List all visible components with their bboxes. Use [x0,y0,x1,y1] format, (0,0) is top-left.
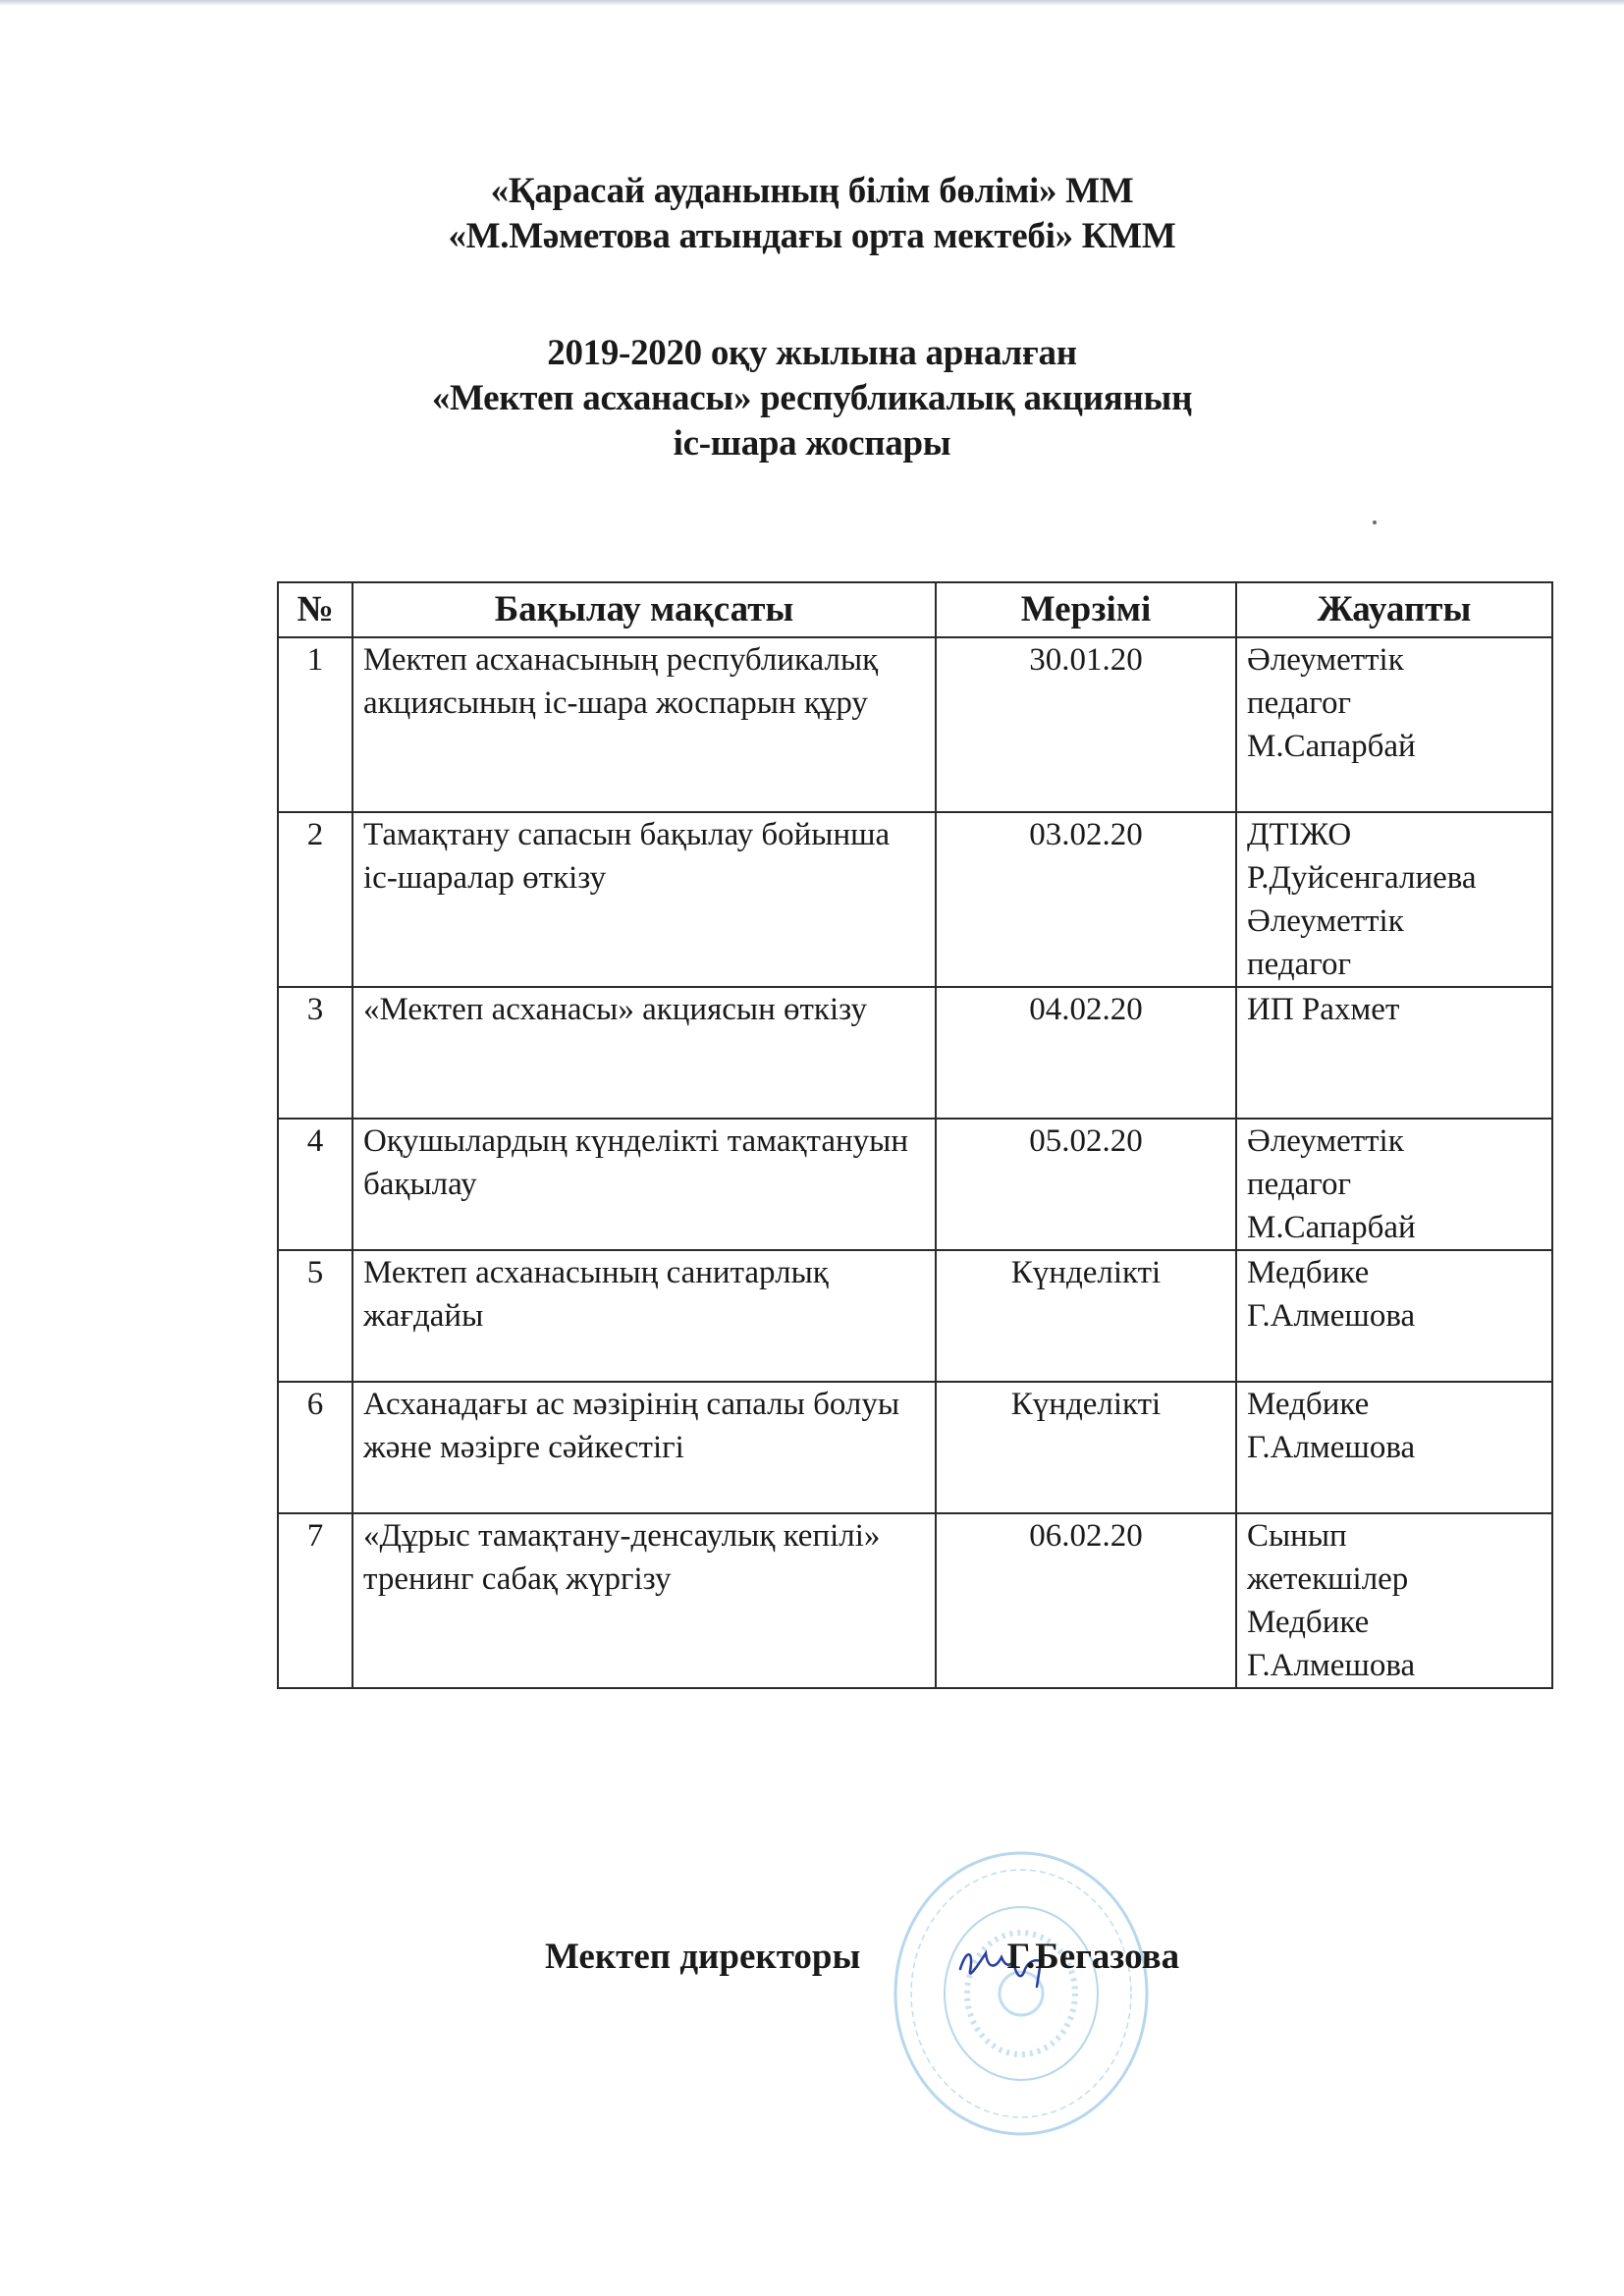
goal-cell: «Мектеп асханасы» акциясын өткізу [352,987,936,1119]
deadline-cell: Күнделікті [936,1250,1236,1382]
responsible-line: Медбике [1247,1605,1370,1640]
table-row [278,1513,1552,1688]
organization-line-2: «М.Мәметова атындағы орта мектебі» КММ [448,216,1176,256]
responsible-line: жетекшілер [1247,1561,1409,1597]
row-number: 5 [278,1250,352,1382]
signatory-title: Мектеп директоры [545,1937,861,1977]
responsible-line: ДТІЖО [1247,817,1352,852]
row-number: 1 [278,637,352,812]
table-row [278,1382,1552,1513]
responsible-line: Г.Алмешова [1247,1648,1416,1683]
responsible-line: Р.Дуйсенгалиева [1247,860,1477,896]
title-line-2: «Мектеп асханасы» республикалық акцияның [431,378,1193,418]
goal-cell: Асханадағы ас мәзірінің сапалы болуы және мәзірге сәйкестігі [352,1382,936,1513]
responsible-line: Медбике [1247,1387,1370,1422]
responsible-cell [1236,1513,1552,1688]
row-number: 3 [278,987,352,1119]
row-number: 7 [278,1513,352,1688]
document-title [0,331,1624,466]
responsible-line: педагог [1247,1167,1352,1202]
responsible-line: Әлеуметтік [1247,642,1404,678]
responsible-cell [1236,637,1552,812]
responsible-line: Г.Алмешова [1247,1430,1416,1465]
responsible-cell [1236,812,1552,987]
table-row [278,987,1552,1119]
responsible-line: М.Сапарбай [1247,1210,1416,1245]
table-body [278,637,1552,1688]
title-line-1: 2019-2020 оқу жылына арналған [547,333,1077,373]
column-header-responsible: Жауапты [1236,582,1552,637]
deadline-cell: 30.01.20 [936,637,1236,812]
signatory-name: Г.Бегазова [1006,1937,1180,1977]
responsible-line: Г.Алмешова [1247,1298,1416,1334]
responsible-cell [1236,1382,1552,1513]
organization-header [0,169,1624,259]
deadline-cell: 04.02.20 [936,987,1236,1119]
goal-cell: Оқушылардың күнделікті тамақтануын бақылау [352,1119,936,1250]
scan-edge [0,0,1624,6]
row-number: 4 [278,1119,352,1250]
scan-speck [1373,520,1377,524]
title-line-3: іс-шара жоспары [673,423,951,464]
responsible-line: М.Сапарбай [1247,729,1416,764]
table-row [278,1119,1552,1250]
goal-cell: Тамақтану сапасын бақылау бойынша іс-шаралар өткізу [352,812,936,987]
organization-line-1: «Қарасай ауданының білім бөлімі» ММ [490,171,1134,211]
goal-cell: «Дұрыс тамақтану-денсаулық кепілі» тренинг сабақ жүргізу [352,1513,936,1688]
column-header-number: № [278,582,352,637]
responsible-cell [1236,987,1552,1119]
responsible-line: ИП Рахмет [1247,992,1400,1027]
row-number: 2 [278,812,352,987]
responsible-line: Әлеуметтік [1247,1123,1404,1159]
column-header-goal: Бақылау мақсаты [352,582,936,637]
action-plan-table [277,581,1553,1689]
table-header-row [278,582,1552,637]
row-number: 6 [278,1382,352,1513]
responsible-line: Медбике [1247,1255,1370,1290]
deadline-cell: 06.02.20 [936,1513,1236,1688]
table-row [278,812,1552,987]
responsible-line: Әлеуметтік [1247,903,1404,939]
responsible-cell [1236,1119,1552,1250]
official-stamp-icon [889,1846,1154,2141]
responsible-line: педагог [1247,685,1352,721]
deadline-cell: 05.02.20 [936,1119,1236,1250]
responsible-line: Сынып [1247,1518,1347,1554]
signature-line [545,1935,1179,1980]
responsible-line: педагог [1247,947,1352,982]
goal-cell: Мектеп асханасының республикалық акциясының іс-шара жоспарын құру [352,637,936,812]
deadline-cell: Күнделікті [936,1382,1236,1513]
goal-cell: Мектеп асханасының санитарлық жағдайы [352,1250,936,1382]
table-row [278,637,1552,812]
deadline-cell: 03.02.20 [936,812,1236,987]
column-header-deadline: Мерзімі [936,582,1236,637]
table-row [278,1250,1552,1382]
responsible-cell [1236,1250,1552,1382]
